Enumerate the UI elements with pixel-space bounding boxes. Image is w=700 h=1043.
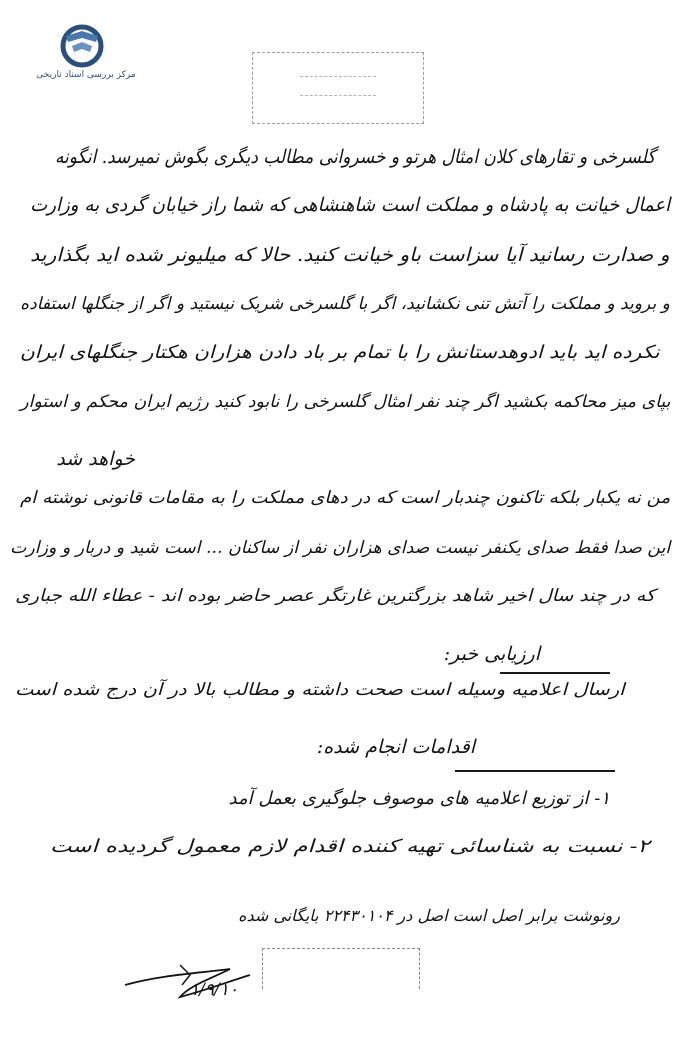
body-line: گلسرخی و تقارهای کلان امثال هرتو و خسروانی مطالب دیگری بگوش نمیرسد. انگونه xyxy=(54,146,655,168)
assessment-text: ارسال اعلامیه وسیله است صحت داشته و مطالب بالا در آن درج شده است xyxy=(15,680,625,700)
body-line: که در چند سال اخیر شاهد بزرگترین غارتگر عصر حاضر بوده اند - عطاء الله جباری xyxy=(15,586,655,606)
actions-heading: اقدامات انجام شده: xyxy=(316,736,475,758)
body-line: من نه یکبار بلکه تاکنون چندبار است که در دهای مملکت را به مقامات قانونی نوشته ام xyxy=(19,488,670,508)
body-line: بپای میز محاکمه بکشید اگر چند نفر امثال گلسرخی را نابود کنید رژیم ایران محکم و استوار xyxy=(19,392,670,412)
assessment-heading: ارزیابی خبر: xyxy=(443,643,540,665)
action-item: ۲- نسبت به شناسائی تهیه کننده اقدام لازم معمول گردیده است xyxy=(50,836,650,857)
body-line: و بروید و مملکت را آتش تنی نکشانید، اگر با گلسرخی شریک نیستید و اگر از جنگلها استفاده xyxy=(20,294,670,314)
stamp-field xyxy=(300,76,376,96)
body-line: نکرده اید باید ادوهدستانش را با تمام بر باد دادن هزاران هکتار جنگلهای ایران xyxy=(20,342,660,363)
action-item: ۱- از توزیع اعلامیه های موصوف جلوگیری بعمل آمد xyxy=(228,788,610,809)
certification-note: رونوشت برابر اصل است اصل در ۲۲۴۳۰۱۰۴ بایگانی شده xyxy=(238,906,620,925)
assessment-heading-underline xyxy=(500,672,610,674)
body-line: اعمال خیانت به پادشاه و مملکت است شاهنشاهی که شما راز خیابان گردی به وزارت xyxy=(29,194,670,216)
archive-center-logo-icon xyxy=(52,22,112,70)
body-line: این صدا فقط صدای یکنفر نیست صدای هزاران نفر از ساکنان ... است شید و دربار و وزارت xyxy=(9,538,670,558)
body-line: و صدارت رسانید آیا سزاست باو خیانت کنید. حالا که میلیونر شده اید بگذارید xyxy=(30,244,670,266)
logo-caption: مرکز بررسی اسناد تاریخی xyxy=(36,70,136,80)
body-line: خواهد شد xyxy=(56,448,135,470)
signature-date: ۱/۹/۱۰ xyxy=(190,980,238,1000)
actions-heading-underline xyxy=(455,770,615,772)
signature-stamp-frame xyxy=(262,948,420,989)
